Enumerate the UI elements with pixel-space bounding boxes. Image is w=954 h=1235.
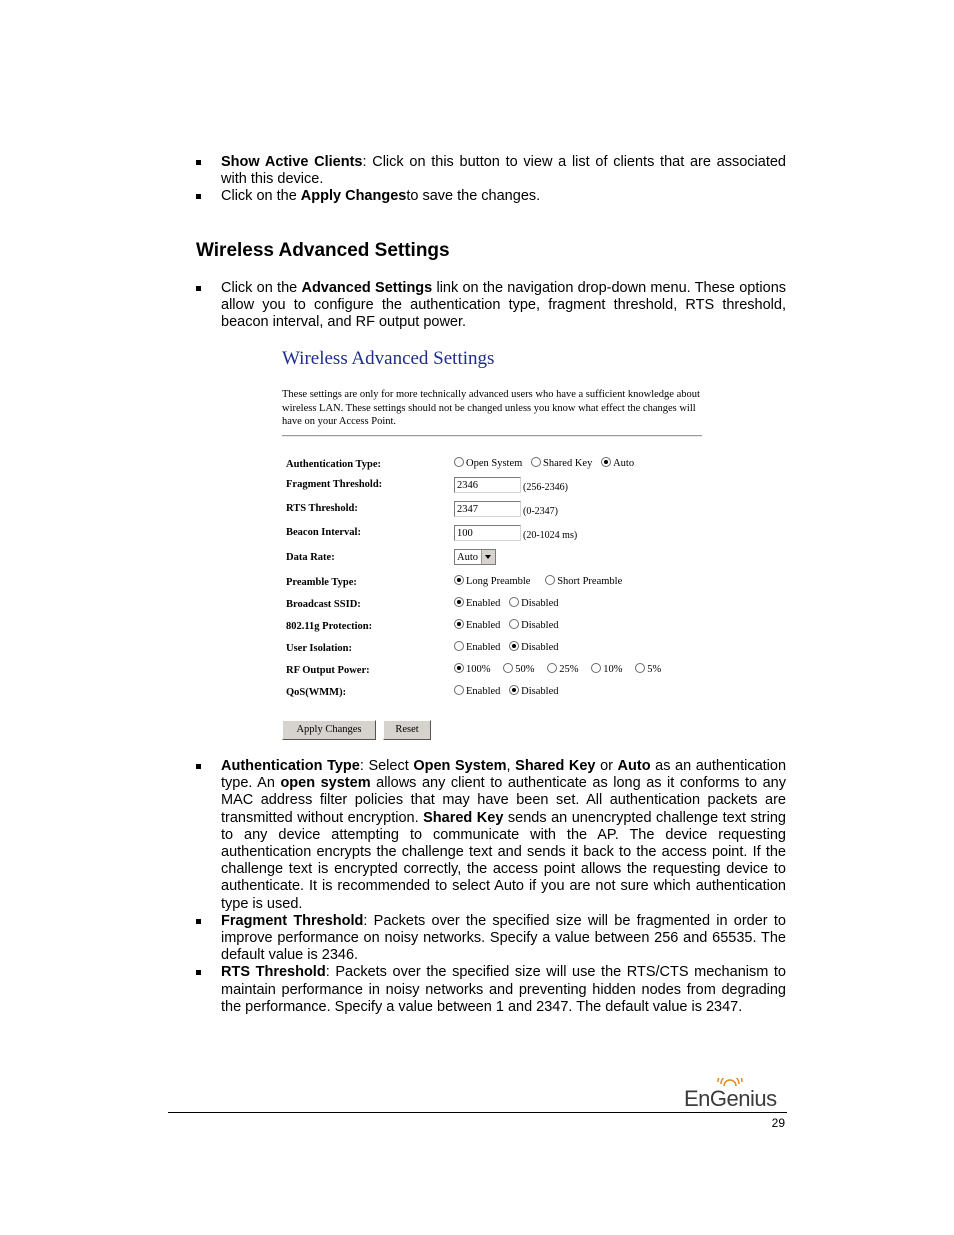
field-label: RF Output Power: <box>286 665 370 676</box>
bullet-marker <box>196 160 201 165</box>
bullet-show-active-clients <box>196 154 786 188</box>
bullet-authentication-type: Authentication Type: Select Open System, Shared Key or Auto as an authentication type. An open system allows any client to authenticate as long as it conforms to any MAC address filter policies that may have been set. All authentication packets are transmitted without encryption. Shared Key sends an unencrypted challenge text string to any device attempting to communicate with the AP. The device requesting authentication encrypts the challenge text and sends it back to the access point. If the challenge text is encrypted correctly, the access point allows the requesting device to authenticate. It is recommended to select Auto if you are not sure which authentication type is used. <box>196 758 786 913</box>
broadcast-ssid-enabled-option[interactable]: Enabled <box>454 597 500 609</box>
row-rts-threshold <box>286 501 706 521</box>
radio-icon[interactable] <box>454 457 464 467</box>
auth-shared-key-option[interactable]: Shared Key <box>531 457 592 469</box>
radio-selected-icon[interactable] <box>454 575 464 585</box>
row-data-rate <box>286 549 706 569</box>
row-fragment-threshold <box>286 477 706 497</box>
bullet-marker <box>196 764 201 769</box>
bullet-marker <box>196 286 201 291</box>
radio-icon[interactable] <box>545 575 555 585</box>
preamble-short-option[interactable]: Short Preamble <box>545 575 622 587</box>
radio-icon[interactable] <box>509 619 519 629</box>
preamble-long-option[interactable]: Long Preamble <box>454 575 530 587</box>
logo-text: EnGenius <box>684 1086 777 1111</box>
authentication-type-radios <box>454 457 640 469</box>
g-protection-disabled-option[interactable]: Disabled <box>509 619 558 631</box>
user-isolation-disabled-option[interactable]: Disabled <box>509 641 558 653</box>
qos-enabled-option[interactable]: Enabled <box>454 685 500 697</box>
rf-power-100-option[interactable]: 100% <box>454 663 491 675</box>
radio-icon[interactable] <box>509 597 519 607</box>
section-heading: Wireless Advanced Settings <box>196 240 450 261</box>
field-label: Fragment Threshold: <box>286 479 383 490</box>
user-isolation-enabled-option[interactable]: Enabled <box>454 641 500 653</box>
rf-power-25-option[interactable]: 25% <box>547 663 578 675</box>
field-label: Authentication Type: <box>286 459 381 470</box>
top-bullet-list <box>196 154 786 206</box>
settings-screenshot <box>282 344 712 744</box>
field-label: 802.11g Protection: <box>286 621 373 632</box>
settings-description: These settings are only for more technically advanced users who have a sufficient knowledge about wireless LAN. These settings should not be changed unless you know what effect the changes will have on your Access Point. <box>282 389 700 427</box>
radio-selected-icon[interactable] <box>454 597 464 607</box>
field-label: Broadcast SSID: <box>286 599 361 610</box>
radio-icon[interactable] <box>591 663 601 673</box>
rf-power-50-option[interactable]: 50% <box>503 663 534 675</box>
bullet-term: Apply Changes <box>300 188 407 205</box>
data-rate-select[interactable]: Auto <box>454 549 496 565</box>
footer-rule <box>168 1112 787 1113</box>
radio-selected-icon[interactable] <box>454 663 464 673</box>
radio-selected-icon[interactable] <box>601 457 611 467</box>
rf-power-5-option[interactable]: 5% <box>635 663 661 675</box>
field-label: RTS Threshold: <box>286 503 358 514</box>
beacon-interval-hint: (20-1024 ms) <box>523 530 578 541</box>
field-label: Data Rate: <box>286 552 335 563</box>
bullet-term: Show Active Clients <box>221 154 363 170</box>
bullet-text: to save the changes. <box>406 188 541 205</box>
field-label: QoS(WMM): <box>286 687 347 698</box>
broadcast-ssid-disabled-option[interactable]: Disabled <box>509 597 558 609</box>
radio-icon[interactable] <box>454 685 464 695</box>
beacon-interval-input[interactable]: 100 <box>454 525 521 541</box>
bullet-text: : Click on this button to view a list of clients that are associated with this device. <box>221 154 786 188</box>
bullet-marker <box>196 970 201 975</box>
rts-threshold-hint: (0-2347) <box>523 506 558 517</box>
radio-selected-icon[interactable] <box>509 685 519 695</box>
field-label: Beacon Interval: <box>286 527 361 538</box>
reset-button[interactable]: Reset <box>383 720 431 740</box>
field-label: User Isolation: <box>286 643 353 654</box>
bullet-text: link on the navigation drop-down menu. These options allow you to configure the authentication type, fragment threshold, RTS threshold, beacon interval, and RF output power. <box>221 280 787 331</box>
engenius-logo <box>684 1078 788 1110</box>
row-authentication-type <box>286 456 706 476</box>
row-preamble-type <box>286 574 706 594</box>
row-qos <box>286 684 706 704</box>
radio-icon[interactable] <box>454 641 464 651</box>
settings-title: Wireless Advanced Settings <box>282 348 495 369</box>
bullet-marker <box>196 194 201 199</box>
bottom-bullet-list <box>196 758 786 1016</box>
radio-icon[interactable] <box>635 663 645 673</box>
page-number: 29 <box>771 1116 785 1130</box>
qos-disabled-option[interactable]: Disabled <box>509 685 558 697</box>
row-broadcast-ssid <box>286 596 706 616</box>
rts-threshold-input[interactable]: 2347 <box>454 501 521 517</box>
bullet-marker <box>196 919 201 924</box>
row-g-protection <box>286 618 706 638</box>
auth-auto-option[interactable]: Auto <box>601 457 634 469</box>
apply-changes-button[interactable]: Apply Changes <box>282 720 376 740</box>
bullet-term: Advanced Settings <box>301 280 433 296</box>
row-user-isolation <box>286 640 706 660</box>
auth-open-system-option[interactable]: Open System <box>454 457 522 469</box>
field-label: Preamble Type: <box>286 577 357 588</box>
bullet-rts-threshold: RTS Threshold: Packets over the specified size will use the RTS/CTS mechanism to maintain performance in noisy networks and preventing hidden nodes from degrading the performance. Specify a value between 1 and 2347. The default value is 2347. <box>196 964 786 1016</box>
rf-power-10-option[interactable]: 10% <box>591 663 622 675</box>
intro-bullet-list <box>196 280 786 332</box>
row-beacon-interval <box>286 525 706 545</box>
radio-icon[interactable] <box>503 663 513 673</box>
fragment-threshold-hint: (256-2346) <box>523 482 568 493</box>
bullet-advanced-settings <box>196 280 786 332</box>
row-rf-output-power <box>286 662 706 682</box>
radio-icon[interactable] <box>531 457 541 467</box>
g-protection-enabled-option[interactable]: Enabled <box>454 619 500 631</box>
bullet-text: Click on the <box>221 188 301 205</box>
bullet-apply-changes <box>196 188 786 205</box>
fragment-threshold-input[interactable]: 2346 <box>454 477 521 493</box>
bullet-fragment-threshold: Fragment Threshold: Packets over the specified size will be fragmented in order to improve performance on noisy networks. Specify a value between 256 and 65535. The default value is 2346. <box>196 913 786 965</box>
radio-selected-icon[interactable] <box>454 619 464 629</box>
bullet-text: Click on the <box>221 280 302 296</box>
radio-icon[interactable] <box>547 663 557 673</box>
radio-selected-icon[interactable] <box>509 641 519 651</box>
divider <box>282 435 702 437</box>
dropdown-arrow-icon[interactable] <box>481 550 495 564</box>
